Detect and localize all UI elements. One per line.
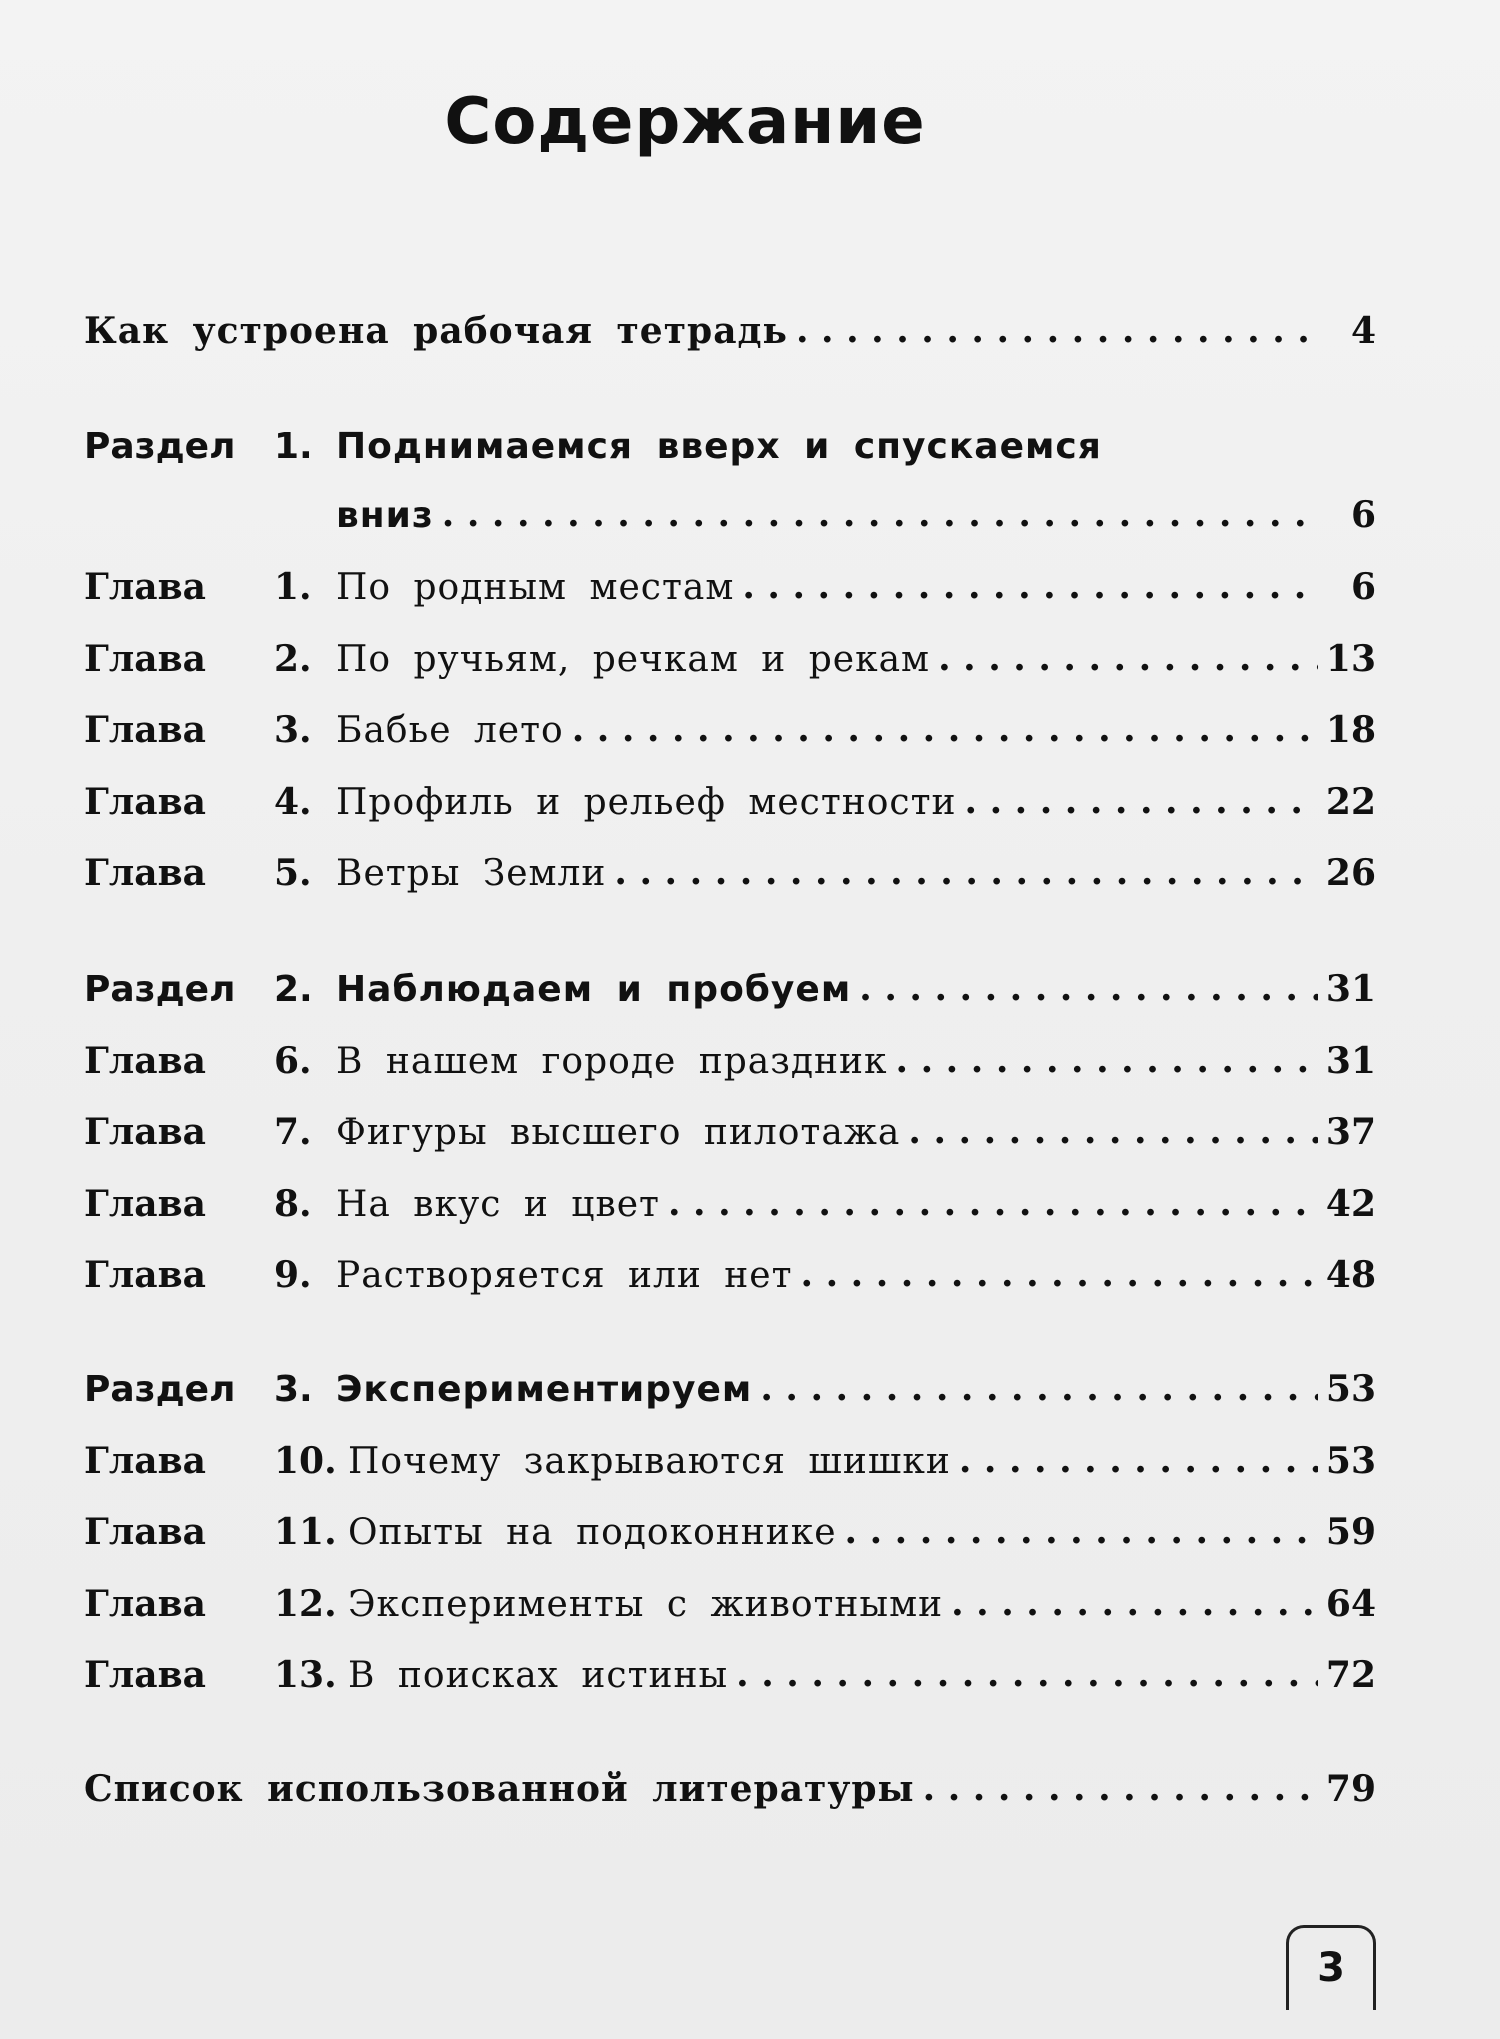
toc-number: 2. (274, 969, 313, 1010)
dot-leader (742, 564, 1318, 608)
toc-entry (84, 1426, 1376, 1482)
toc-title: В поисках истины (348, 1655, 729, 1696)
toc-entry (84, 1097, 1376, 1153)
toc-page-number: 48 (1325, 1254, 1376, 1296)
toc-number: 4. (274, 781, 312, 823)
toc-title: По ручьям, речкам и рекам (336, 639, 931, 680)
toc-label: Глава (84, 1040, 206, 1082)
toc-entry (84, 1026, 1376, 1082)
toc-entry (84, 624, 1376, 680)
toc-number: 12. (274, 1583, 337, 1625)
dot-leader (965, 779, 1318, 823)
toc-number: 3. (274, 709, 312, 751)
toc-label: Глава (84, 1440, 206, 1482)
toc-label: Раздел (84, 1369, 236, 1410)
toc-page-number: 6 (1350, 494, 1376, 536)
toc-number: 9. (274, 1254, 312, 1296)
dot-leader (951, 1581, 1318, 1625)
toc-number: 1. (274, 426, 313, 467)
toc-title: Растворяется или нет (336, 1255, 793, 1296)
page-number: 3 (1286, 1925, 1376, 2010)
toc-number: 10. (274, 1440, 337, 1482)
toc-title: Бабье лето (336, 710, 564, 751)
toc-entry (84, 954, 1376, 1010)
toc-label: Глава (84, 1583, 206, 1625)
toc-entry (84, 1497, 1376, 1553)
toc-entry (84, 296, 1376, 352)
toc-number: 3. (274, 1369, 313, 1410)
toc-page-number: 53 (1325, 1440, 1376, 1482)
dot-leader (923, 1766, 1318, 1810)
toc-label: Глава (84, 781, 206, 823)
toc-entry (84, 1240, 1376, 1296)
toc-number: 6. (274, 1040, 312, 1082)
toc-page-number: 4 (1350, 310, 1376, 352)
toc-page-number: 37 (1325, 1111, 1376, 1153)
toc-entry (84, 1169, 1376, 1225)
toc-page-number: 31 (1325, 968, 1376, 1010)
dot-leader (896, 1038, 1318, 1082)
toc-label: Раздел (84, 969, 236, 1010)
toc-title: Почему закрываются шишки (348, 1441, 951, 1482)
toc-number: 13. (274, 1654, 337, 1696)
dot-leader (796, 308, 1318, 352)
toc-title: Эксперименты с животными (348, 1584, 944, 1625)
dot-leader (614, 850, 1317, 894)
toc-label: Глава (84, 852, 206, 894)
toc-entry (84, 552, 1376, 608)
toc-page-number: 31 (1325, 1040, 1376, 1082)
toc-title: Как устроена рабочая тетрадь (84, 310, 788, 352)
toc-page-number: 59 (1325, 1511, 1376, 1553)
toc-title: Поднимаемся вверх и спускаемся (336, 426, 1102, 467)
toc-label: Глава (84, 1511, 206, 1553)
toc-label: Раздел (84, 426, 236, 467)
toc-title: Фигуры высшего пилотажа (336, 1112, 901, 1153)
toc-title: Опыты на подоконнике (348, 1512, 837, 1553)
toc-title: Профиль и рельеф местности (336, 782, 957, 823)
dot-leader (801, 1252, 1318, 1296)
toc-page-number: 53 (1325, 1368, 1376, 1410)
toc-label: Глава (84, 1254, 206, 1296)
toc-number: 8. (274, 1183, 312, 1225)
toc-entry (84, 1640, 1376, 1696)
toc-label: Глава (84, 566, 206, 608)
dot-leader (760, 1366, 1318, 1410)
dot-leader (845, 1509, 1318, 1553)
toc-entry (84, 480, 1376, 536)
toc-number: 1. (274, 566, 312, 608)
toc-page-number: 64 (1325, 1583, 1376, 1625)
toc-title: На вкус и цвет (336, 1184, 660, 1225)
toc-label: Глава (84, 1111, 206, 1153)
toc-title: Список использованной литературы (84, 1768, 915, 1810)
toc-number: 11. (274, 1511, 337, 1553)
toc-label: Глава (84, 709, 206, 751)
toc-entry (84, 1569, 1376, 1625)
toc-title: В нашем городе праздник (336, 1041, 888, 1082)
dot-leader (668, 1181, 1318, 1225)
toc-page-number: 13 (1325, 638, 1376, 680)
toc-page-number: 26 (1325, 852, 1376, 894)
toc-page-number: 18 (1325, 709, 1376, 751)
toc-entry (84, 1354, 1376, 1410)
toc-page-number: 42 (1325, 1183, 1376, 1225)
dot-leader (442, 492, 1318, 536)
page-title: Содержание (444, 85, 926, 159)
toc-label: Глава (84, 638, 206, 680)
toc-entry (84, 1754, 1376, 1810)
toc-title: Ветры Земли (336, 853, 607, 894)
dot-leader (908, 1109, 1318, 1153)
toc-entry (84, 695, 1376, 751)
dot-leader (959, 1438, 1318, 1482)
toc-label: Глава (84, 1654, 206, 1696)
toc-number: 2. (274, 638, 312, 680)
toc-page-number: 22 (1325, 781, 1376, 823)
toc-title: вниз (336, 495, 434, 536)
toc-page-number: 6 (1350, 566, 1376, 608)
toc-page-number: 79 (1325, 1768, 1376, 1810)
dot-leader (938, 636, 1318, 680)
toc-title: По родным местам (336, 567, 735, 608)
toc-title: Наблюдаем и пробуем (336, 969, 852, 1010)
toc-title: Экспериментируем (336, 1369, 753, 1410)
toc-entry (84, 767, 1376, 823)
toc-number: 5. (274, 852, 312, 894)
toc-label: Глава (84, 1183, 206, 1225)
dot-leader (572, 707, 1318, 751)
toc-number: 7. (274, 1111, 312, 1153)
toc-entry (84, 411, 1376, 467)
toc-page-number: 72 (1325, 1654, 1376, 1696)
dot-leader (859, 966, 1318, 1010)
toc-entry (84, 838, 1376, 894)
dot-leader (736, 1652, 1318, 1696)
